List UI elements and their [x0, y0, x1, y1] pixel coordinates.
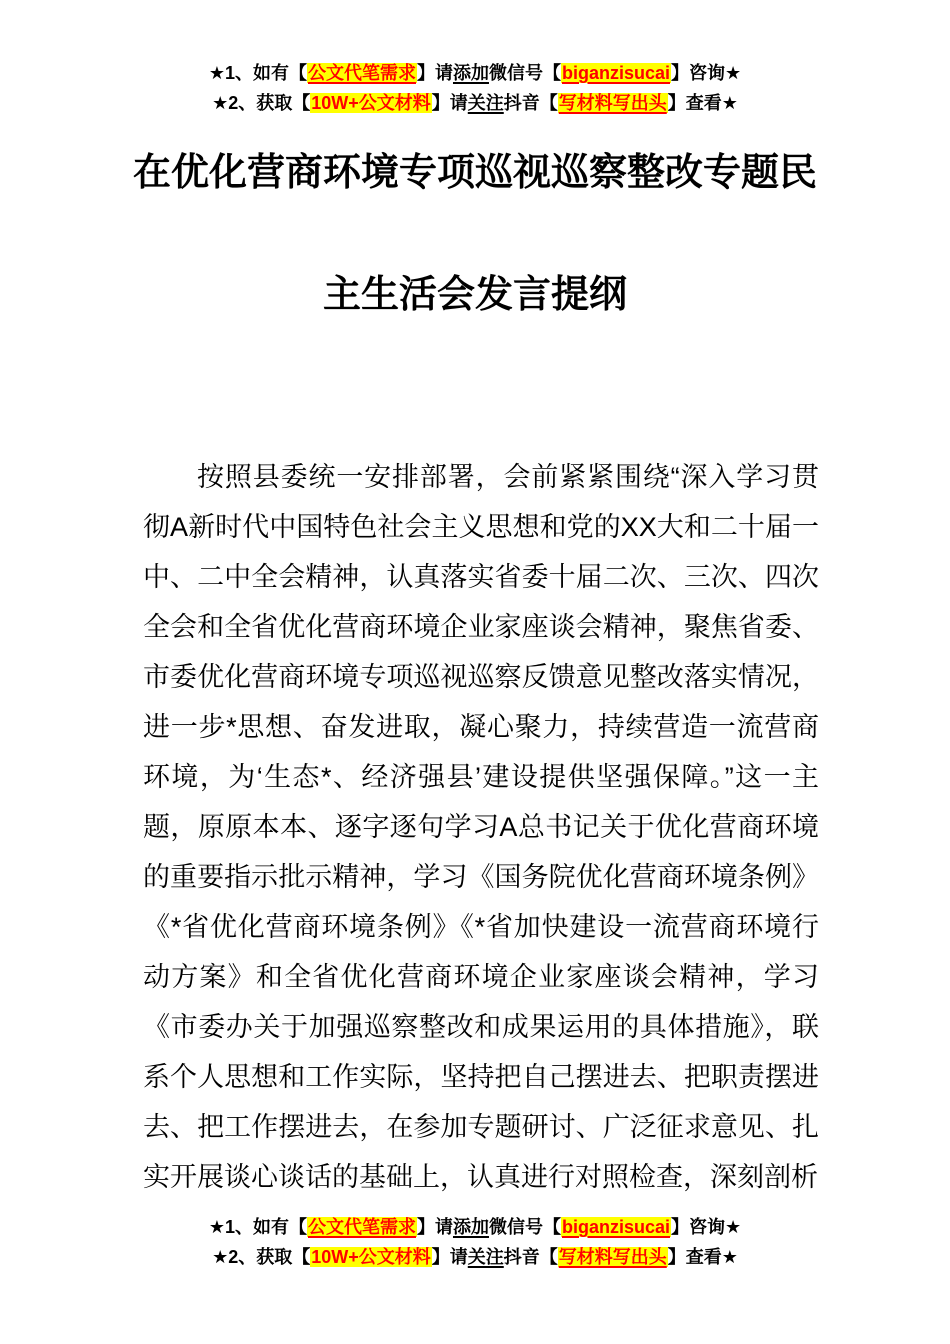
promo-channel-label: 微信号【 — [488, 63, 561, 83]
wechat-id-highlight: biganzisucai — [561, 1217, 671, 1237]
promo-suffix: 】查看★ — [667, 93, 738, 113]
promo-channel-label: 抖音【 — [503, 1247, 558, 1267]
promo-footer — [0, 1212, 950, 1272]
douyin-name-highlight: 写材料写出头 — [558, 1247, 667, 1267]
promo-footer-line2 — [0, 1242, 950, 1272]
follow-action-underline: 关注 — [467, 1247, 504, 1267]
follow-action-underline: 关注 — [467, 93, 504, 113]
document-title-line1: 在优化营商环境专项巡视巡察整改专题民 — [132, 152, 817, 194]
promo-bracket: 】请 — [416, 1217, 453, 1237]
promo-footer-line1 — [0, 1212, 950, 1242]
promo-bracket: 】请 — [431, 1247, 468, 1267]
document-body — [143, 452, 819, 1212]
promo-suffix: 】查看★ — [667, 1247, 738, 1267]
document-title-line2: 主生活会发言提纲 — [322, 274, 627, 316]
promo-prefix: ★2、获取【 — [212, 1247, 311, 1267]
document-title — [0, 112, 950, 356]
promo-header-line1 — [0, 58, 950, 88]
promo-suffix: 】咨询★ — [671, 1217, 742, 1237]
promo-bracket: 】请 — [416, 63, 453, 83]
add-action-underline: 添加 — [452, 63, 489, 83]
promo-prefix: ★1、如有【 — [208, 1217, 307, 1237]
materials-highlight: 10W+公文材料 — [311, 93, 431, 113]
promo-prefix: ★1、如有【 — [208, 63, 307, 83]
writing-service-highlight: 公文代笔需求 — [307, 63, 416, 83]
promo-channel-label: 抖音【 — [503, 93, 558, 113]
promo-prefix: ★2、获取【 — [212, 93, 311, 113]
promo-suffix: 】咨询★ — [671, 63, 742, 83]
body-paragraph: 按照县委统一安排部署，会前紧紧围绕“深入学习贯彻A新时代中国特色社会主义思想和党的XX大和二十届一中、二中全会精神，认真落实省委十届二次、三次、四次全会和全省优化营商环境企业家座谈会精神，聚焦省委、市委优化营商环境专项巡视巡察反馈意见整改落实情况，进一步*思想、奋发进取，凝心聚力，持续营造一流营商环境，为‘生态*、经济强县’建设提供坚强保障。”这一主题，原原本本、逐字逐句学习A总书记关于优化营商环境的重要指示批示精神，学习《国务院优化营商环境条例》《*省优化营商环境条例》《*省加快建设一流营商环境行动方案》和全省优化营商环境企业家座谈会精神，学习《市委办关于加强巡察整改和成果运用的具体措施》，联系个人思想和工作实际，坚持把自己摆进去、把职责摆进去、把工作摆进去，在参加专题研讨、广泛征求意见、扎实开展谈心谈话的基础上，认真进行对照检查，深刻剖析 — [143, 462, 819, 1192]
writing-service-highlight: 公文代笔需求 — [307, 1217, 416, 1237]
wechat-id-highlight: biganzisucai — [561, 63, 671, 83]
douyin-name-highlight: 写材料写出头 — [558, 93, 667, 113]
add-action-underline: 添加 — [452, 1217, 489, 1237]
promo-bracket: 】请 — [431, 93, 468, 113]
promo-header — [0, 58, 950, 118]
materials-highlight: 10W+公文材料 — [311, 1247, 431, 1267]
promo-channel-label: 微信号【 — [488, 1217, 561, 1237]
